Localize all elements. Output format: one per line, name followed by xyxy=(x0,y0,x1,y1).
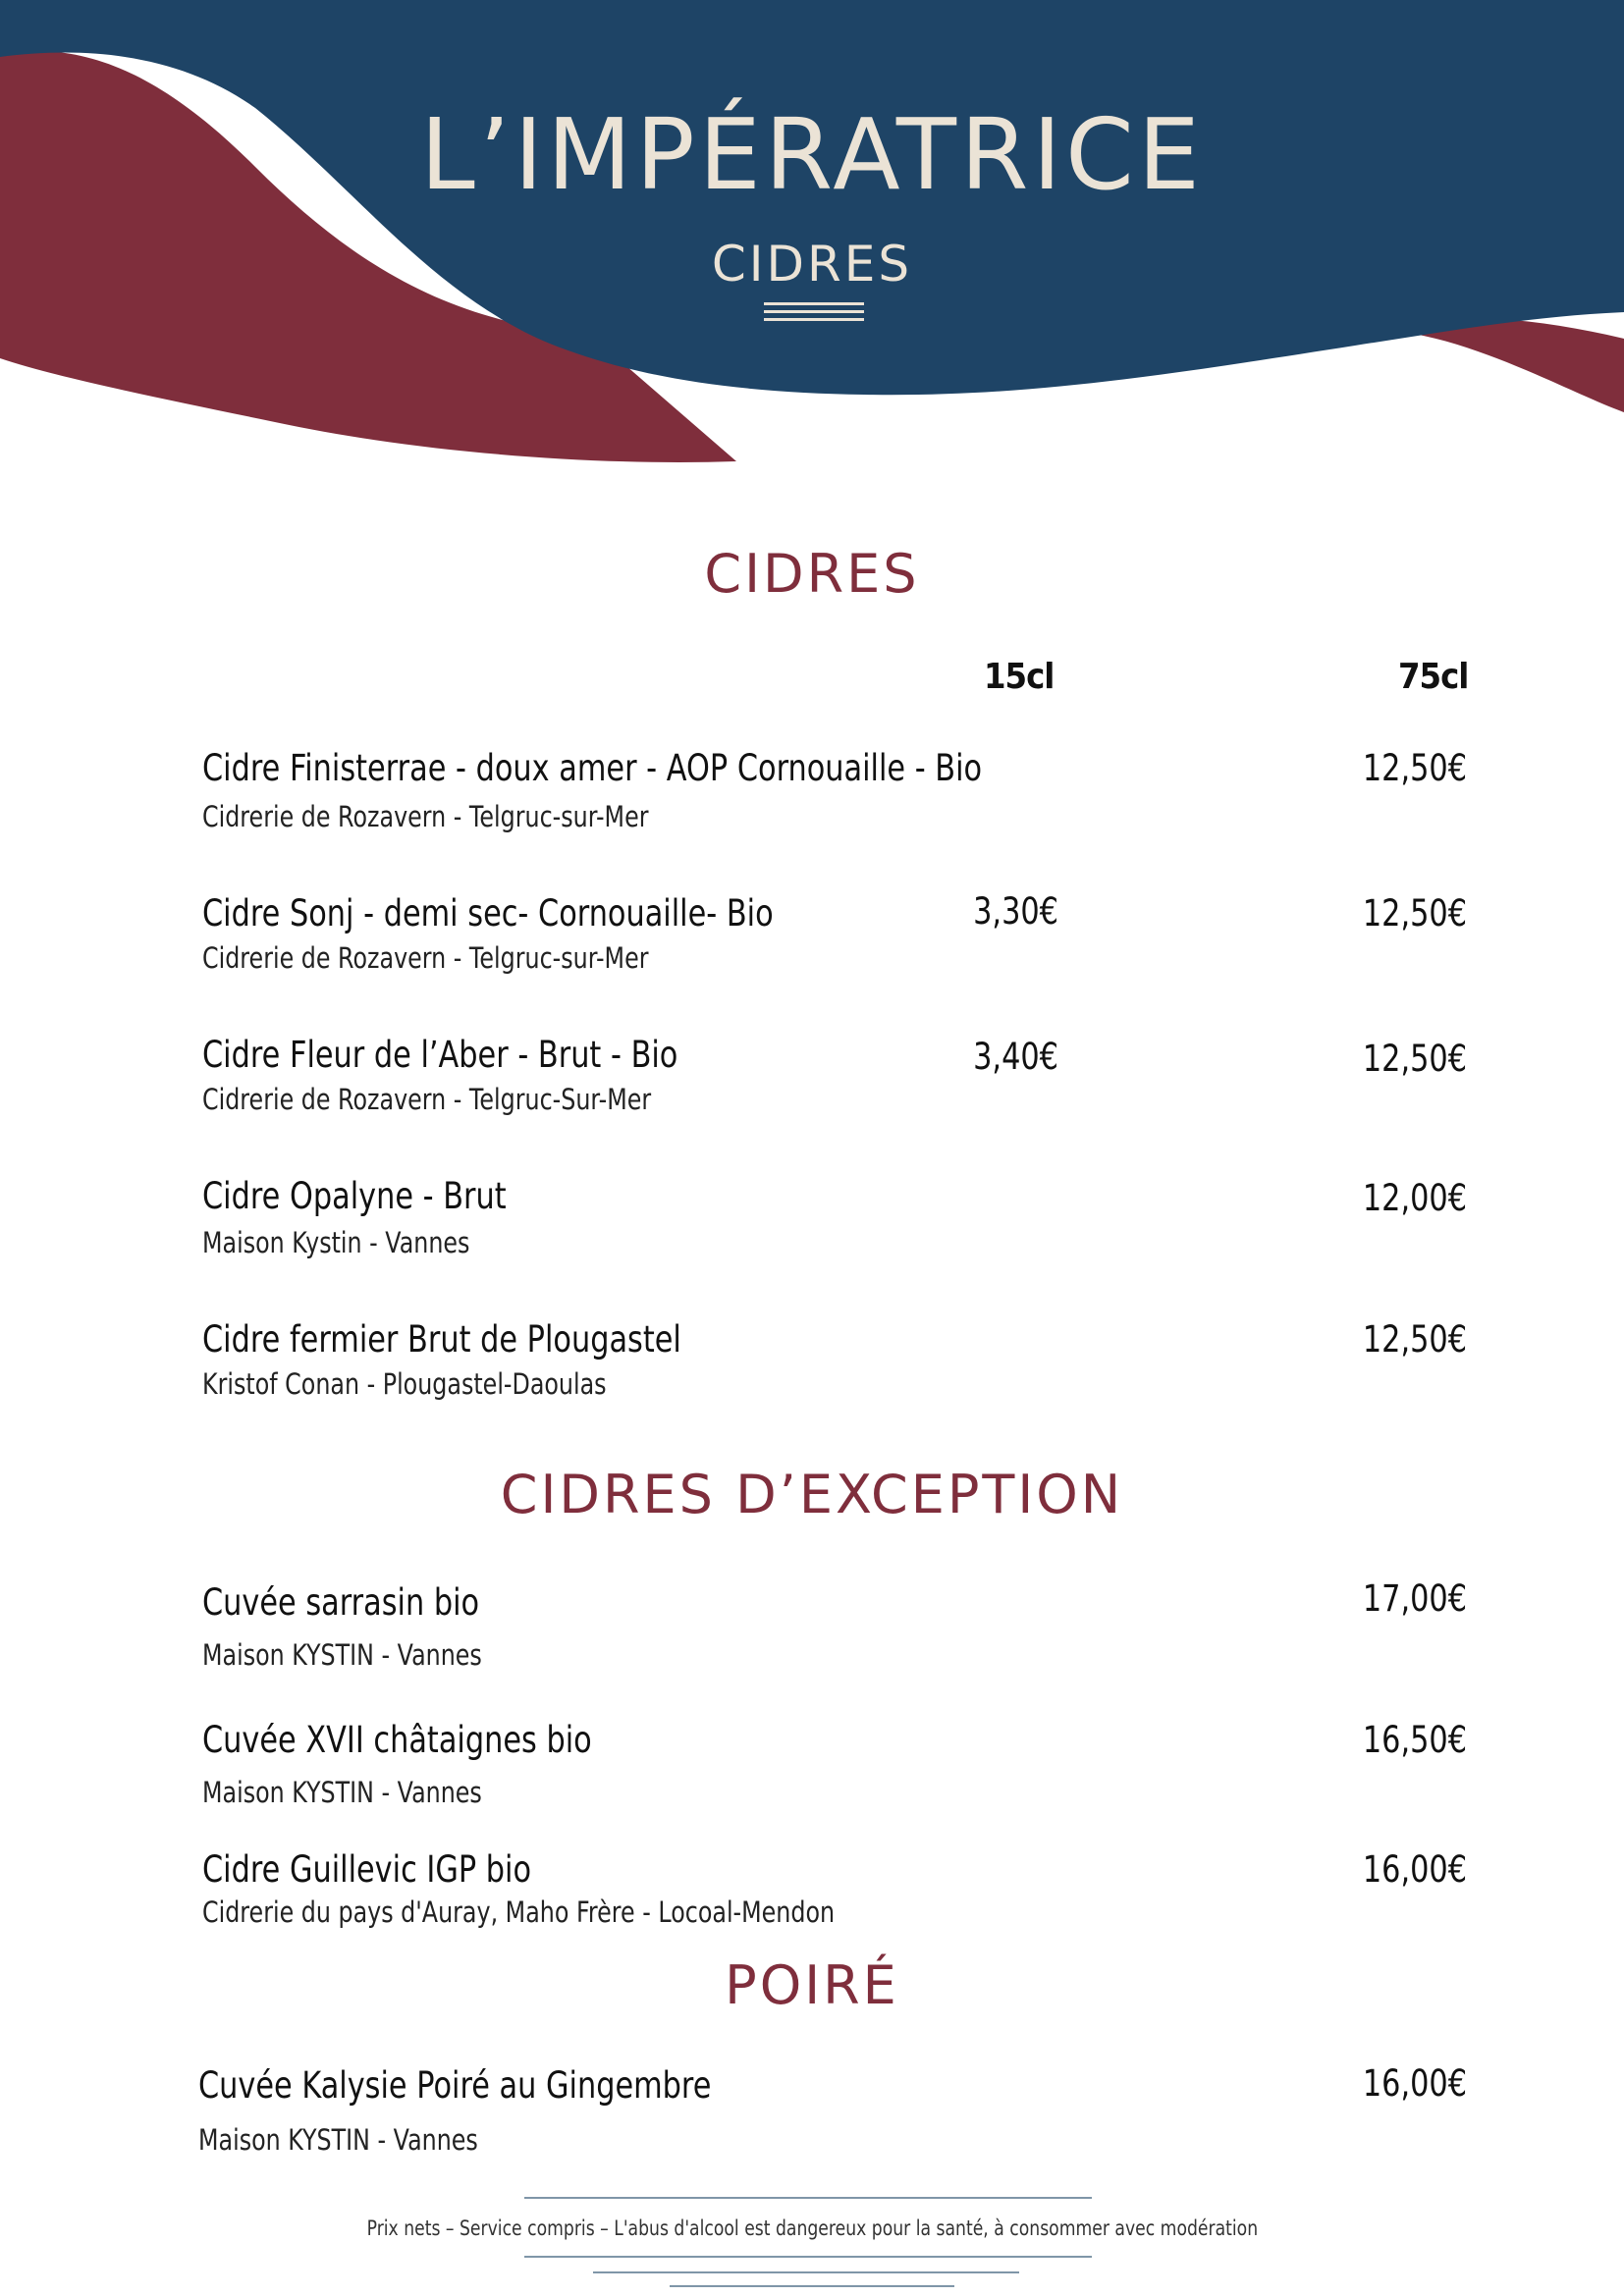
item-name: Cidre Opalyne - Brut xyxy=(202,1175,507,1217)
item-name: Cuvée sarrasin bio xyxy=(202,1581,480,1624)
price: 16,00€ xyxy=(1362,1848,1467,1891)
price-75cl: 12,50€ xyxy=(1362,747,1467,789)
price-75cl: 12,50€ xyxy=(1362,1038,1467,1080)
price-15cl: 3,40€ xyxy=(973,1036,1058,1078)
item-name: Cidre Sonj - demi sec- Cornouaille- Bio xyxy=(202,892,774,934)
footer-divider-bottom-3 xyxy=(670,2285,954,2287)
item-origin: Maison KYSTIN - Vannes xyxy=(198,2123,478,2157)
footer-divider-bottom-1 xyxy=(524,2256,1092,2258)
section-title-poire: POIRÉ xyxy=(725,1954,899,2016)
footer-legal-note xyxy=(0,2218,1624,2239)
item-name: Cidre fermier Brut de Plougastel xyxy=(202,1318,681,1361)
price: 17,00€ xyxy=(1362,1577,1467,1620)
price-75cl: 12,00€ xyxy=(1362,1177,1467,1219)
column-header-15cl: 15cl xyxy=(984,657,1055,697)
column-header-75cl: 75cl xyxy=(1398,657,1469,697)
price: 16,00€ xyxy=(1362,2062,1467,2105)
price-15cl: 3,30€ xyxy=(973,890,1058,933)
item-origin: Maison Kystin - Vannes xyxy=(202,1226,470,1259)
header-subtitle: CIDRES xyxy=(711,236,913,293)
item-origin: Maison KYSTIN - Vannes xyxy=(202,1776,482,1809)
brand-title: L’IMPÉRATRICE xyxy=(420,97,1204,212)
item-name: Cidre Guillevic IGP bio xyxy=(202,1848,532,1891)
item-origin: Maison KYSTIN - Vannes xyxy=(202,1638,482,1672)
footer-note-text: Prix nets – Service compris – L'abus d'alcool est dangereux pour la santé, à consommer avec modération xyxy=(366,2216,1258,2240)
item-name: Cuvée Kalysie Poiré au Gingembre xyxy=(198,2064,712,2107)
price-75cl: 12,50€ xyxy=(1362,892,1467,934)
header-lines-ornament xyxy=(764,302,864,322)
footer-divider-bottom-2 xyxy=(593,2271,1019,2273)
section-title-cidres-exception: CIDRES D’EXCEPTION xyxy=(500,1464,1124,1525)
item-name: Cuvée XVII châtaignes bio xyxy=(202,1719,592,1761)
item-origin: Cidrerie du pays d'Auray, Maho Frère - Locoal-Mendon xyxy=(202,1896,836,1929)
item-origin: Kristof Conan - Plougastel-Daoulas xyxy=(202,1367,607,1401)
item-origin: Cidrerie de Rozavern - Telgruc-sur-Mer xyxy=(202,941,649,975)
section-title-cidres: CIDRES xyxy=(704,543,920,605)
price: 16,50€ xyxy=(1362,1719,1467,1761)
footer-divider-top xyxy=(524,2197,1092,2199)
item-origin: Cidrerie de Rozavern - Telgruc-sur-Mer xyxy=(202,800,649,833)
item-name: Cidre Fleur de l’Aber - Brut - Bio xyxy=(202,1034,678,1076)
item-origin: Cidrerie de Rozavern - Telgruc-Sur-Mer xyxy=(202,1083,652,1116)
price-75cl: 12,50€ xyxy=(1362,1318,1467,1361)
item-name: Cidre Finisterrae - doux amer - AOP Cornouaille - Bio xyxy=(202,747,983,789)
